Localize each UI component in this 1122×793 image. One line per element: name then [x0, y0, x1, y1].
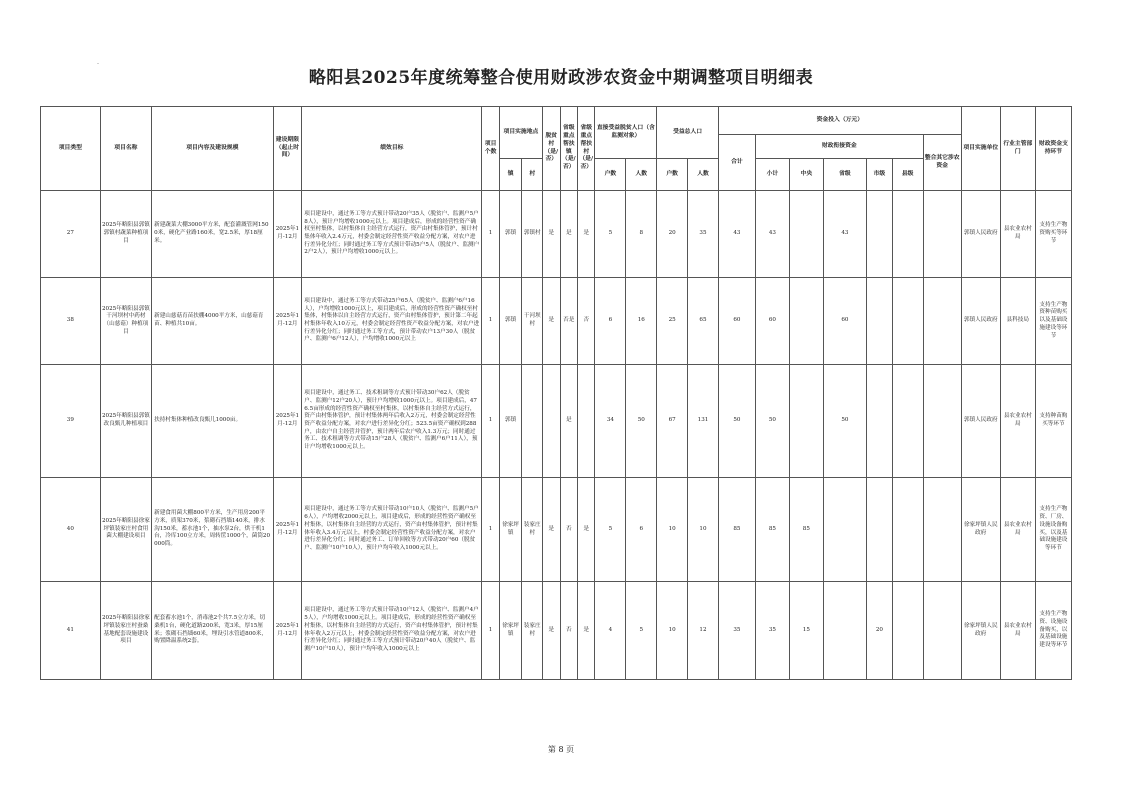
- cell-town: 徐家坪镇: [499, 582, 522, 680]
- cell-total-persons: 131: [688, 365, 719, 478]
- cell-poverty-village: 是: [543, 278, 560, 365]
- cell-link: 支持生产物资种苗购买以及基础设施建设等环节: [1035, 278, 1071, 365]
- cell-link: 支持生产物资购买等环节: [1035, 191, 1071, 278]
- cell-content: 新建蔬菜大棚3000平方米，配套灌溉管网1500米，硬化产业路160米，宽2.5米，厚18厘米。: [152, 191, 273, 278]
- cell-town: 徐家坪镇: [499, 478, 522, 582]
- cell-total: 85: [718, 478, 755, 582]
- cell-count: 1: [482, 191, 499, 278]
- header-key-town: 省级重点帮扶镇（是/否）: [560, 107, 577, 191]
- cell-other: [923, 365, 961, 478]
- cell-key-village: [578, 365, 595, 478]
- cell-total-households: 10: [657, 478, 688, 582]
- cell-direct-persons: 50: [626, 365, 657, 478]
- cell-target: 项目建设中，通过务工、技术租调等方式预计带动30户62人（脱贫户、监测户12户20人），预计户均增收1000元以上。项目建成后，476.5亩形成的经营性资产确权至村集体，以村集体自主经营方式运行，资产由村集体管护，预计村集体两年后收入2万元，村委会制定经营性资产收益分配方案，对农户进行差异化分红；523.5亩资产确权到288户，由农户自主经营并管护，预计两年后农户收入1.3万元；同时通过务工、技术租调等方式带动15户28人（脱贫户、监测户6户11人），预计户均增收1000元以上。: [302, 365, 482, 478]
- cell-key-town: 否是: [560, 278, 577, 365]
- cell-content: 扶持村集体种植改良甄儿1000亩。: [152, 365, 273, 478]
- cell-town: 郭镇: [499, 191, 522, 278]
- header-location: 项目实施地点: [499, 107, 542, 159]
- header-total-persons: 人数: [688, 159, 719, 191]
- cell-other: [923, 478, 961, 582]
- cell-target: 项目建设中，通过务工等方式预计带动10户12人（脱贫户、监测户4户5人），户均增收1000元以上。项目建成后，形成的经营性资产确权至村集体，以村集体自主经营的方式运行，资产由村集体管护，预计村集体年收入2万元以上，村委会制定经营性资产收益分配方案，对农户进行差异化分红；同时通过务工等方式预计带动20户40人（脱贫户、监测户10户10人），预计户均年收入1000元以上: [302, 582, 482, 680]
- header-town: 镇: [499, 159, 522, 191]
- cell-direct-persons: 6: [626, 478, 657, 582]
- cell-direct-households: 5: [595, 478, 626, 582]
- cell-key-town: 是: [560, 365, 577, 478]
- cell-other: [923, 191, 961, 278]
- header-total-beneficiary: 受益总人口: [657, 107, 719, 159]
- cell-total-households: 25: [657, 278, 688, 365]
- cell-total-households: 10: [657, 582, 688, 680]
- cell-key-village: 是: [578, 191, 595, 278]
- header-village: 村: [522, 159, 543, 191]
- cell-poverty-village: [543, 365, 560, 478]
- cell-unit: 徐家坪镇人民政府: [961, 478, 1000, 582]
- cell-county: [892, 478, 923, 582]
- cell-total: 43: [718, 191, 755, 278]
- cell-provincial: [823, 582, 866, 680]
- cell-link: 支持生产物资、设施设备购买，以及基础设施建设等环节: [1035, 582, 1071, 680]
- cell-total-persons: 10: [688, 478, 719, 582]
- cell-link: 支持种苗购买等环节: [1035, 365, 1071, 478]
- cell-total-persons: 35: [688, 191, 719, 278]
- cell-period: 2025年1月-12月: [273, 478, 302, 582]
- header-name: 项目名称: [100, 107, 151, 191]
- cell-dept: 县农业农村局: [1000, 191, 1035, 278]
- cell-provincial: 50: [823, 365, 866, 478]
- cell-name: 2025年略阳县郭镇干河坝村中药材（山慈菇）种植项目: [100, 278, 151, 365]
- cell-provincial: [823, 478, 866, 582]
- cell-village: 装家庄村: [522, 582, 543, 680]
- cell-type: 40: [41, 478, 101, 582]
- cell-content: 新建山慈菇育苗扶棚4000平方米，山慈菇育苗、种植共10亩。: [152, 278, 273, 365]
- header-total: 合计: [718, 135, 755, 191]
- cell-county: [892, 191, 923, 278]
- header-funding: 资金投入（万元）: [718, 107, 961, 135]
- cell-dept: 县科技局: [1000, 278, 1035, 365]
- cell-dept: 县农业农村局: [1000, 365, 1035, 478]
- cell-count: 1: [482, 278, 499, 365]
- cell-other: [923, 582, 961, 680]
- header-period: 建设期限（起止时间）: [273, 107, 302, 191]
- cell-city: [867, 365, 893, 478]
- table-row: [41, 278, 1072, 365]
- cell-total-persons: 12: [688, 582, 719, 680]
- cell-total: 60: [718, 278, 755, 365]
- cell-subtotal: 50: [755, 365, 789, 478]
- cell-subtotal: 60: [755, 278, 789, 365]
- header-city: 市级: [867, 159, 893, 191]
- cell-central: [789, 365, 823, 478]
- cell-provincial: 43: [823, 191, 866, 278]
- cell-village: 郭镇村: [522, 191, 543, 278]
- table-row: [41, 582, 1072, 680]
- cell-link: 支持生产物资、厂房、设施设备购买，以及基础设施建设等环节: [1035, 478, 1071, 582]
- header-fiscal: 财政衔接资金: [755, 135, 923, 159]
- cell-direct-households: 6: [595, 278, 626, 365]
- cell-county: [892, 365, 923, 478]
- cell-total-persons: 65: [688, 278, 719, 365]
- cell-central: [789, 278, 823, 365]
- cell-count: 1: [482, 478, 499, 582]
- cell-count: 1: [482, 582, 499, 680]
- header-subtotal: 小计: [755, 159, 789, 191]
- cell-key-village: 是: [578, 582, 595, 680]
- cell-key-village: 是: [578, 478, 595, 582]
- cell-direct-households: 34: [595, 365, 626, 478]
- cell-key-town: 否: [560, 478, 577, 582]
- table-row: [41, 365, 1072, 478]
- cell-type: 39: [41, 365, 101, 478]
- cell-direct-persons: 8: [626, 191, 657, 278]
- cell-period: 2025年1月-12月: [273, 582, 302, 680]
- header-other: 整合其它涉农资金: [923, 135, 961, 191]
- cell-name: 2025年略阳县徐家坪镇装家庄村食用菌大棚建设项目: [100, 478, 151, 582]
- cell-village: 装家庄村: [522, 478, 543, 582]
- page-number: 第 8 页: [547, 745, 575, 754]
- header-link: 财政资金支持环节: [1035, 107, 1071, 191]
- cell-subtotal: 43: [755, 191, 789, 278]
- cell-target: 项目建设中，通过务工等方式预计带动10户10人（脱贫户、监测户5户6人），户均增收2000元以上，项目建成后，形成的经营性资产确权至村集体，以村集体自主经营的方式运行，资产由村集体管护，预计村集体年收入3.4万元以上，村委会制定经营性资产收益分配方案，对农户进行差异化分红；同时通过务工、订单回收等方式带动20户60（脱贫户、监测户10户10人），预计户均年收入1000元以上。: [302, 478, 482, 582]
- cell-city: 20: [867, 582, 893, 680]
- cell-dept: 县农业农村局: [1000, 478, 1035, 582]
- header-direct-households: 户数: [595, 159, 626, 191]
- cell-name: 2025年略阳县郭镇改良甄儿种植项目: [100, 365, 151, 478]
- cell-poverty-village: 是: [543, 191, 560, 278]
- header-poverty-village: 脱贫村（是/否）: [543, 107, 560, 191]
- header-key-village: 省级重点帮扶村（是/否）: [578, 107, 595, 191]
- page-title: 略阳县2025年度统筹整合使用财政涉农资金中期调整项目明细表: [308, 68, 814, 88]
- cell-village: [522, 365, 543, 478]
- cell-direct-persons: 16: [626, 278, 657, 365]
- cell-county: [892, 582, 923, 680]
- cell-subtotal: 35: [755, 582, 789, 680]
- cell-period: 2025年1月-12月: [273, 365, 302, 478]
- project-table: [40, 106, 1072, 680]
- cell-total: 35: [718, 582, 755, 680]
- cell-unit: 郭镇人民政府: [961, 365, 1000, 478]
- header-target: 绩效目标: [302, 107, 482, 191]
- cell-direct-persons: 5: [626, 582, 657, 680]
- header-content: 项目内容及建设规模: [152, 107, 273, 191]
- cell-total: 50: [718, 365, 755, 478]
- cell-total-households: 20: [657, 191, 688, 278]
- cell-village: 干河坝村: [522, 278, 543, 365]
- table-row: [41, 478, 1072, 582]
- cell-dept: 县农业农村局: [1000, 582, 1035, 680]
- cell-target: 项目建设中，通过务工等方式带动25户65人（脱贫户、监测户6户16人），户均增收1000元以上，项目建成后，形成的经营性资产确权至村集体，村集体以自主经营方式运行，资产由村集体管护，预计第二年起村集体年收入10万元，村委会制定经营性资产收益分配方案，对农户进行差异化分红；同时通过务工等方式，预计带动农户13户30人（脱贫户、监测户6户12人），户均增收1000元以上: [302, 278, 482, 365]
- cell-period: 2025年1月-12月: [273, 191, 302, 278]
- cell-town: 郭镇: [499, 365, 522, 478]
- cell-central: [789, 191, 823, 278]
- cell-unit: 徐家坪镇人民政府: [961, 582, 1000, 680]
- cell-content: 配套蓄水池1个，消毒池2个共7.5立方米，切桑机1台，硬化道路200米，宽3米，厚15厘米；浆砌石挡墙60米，埋设引水管道800米，购置降温系统2套。: [152, 582, 273, 680]
- cell-unit: 郭镇人民政府: [961, 278, 1000, 365]
- header-count: 项目个数: [482, 107, 499, 191]
- cell-period: 2025年1月-12月: [273, 278, 302, 365]
- cell-key-town: 是: [560, 191, 577, 278]
- cell-central: 85: [789, 478, 823, 582]
- cell-key-village: 否: [578, 278, 595, 365]
- header-provincial: 省级: [823, 159, 866, 191]
- header-county: 县级: [892, 159, 923, 191]
- header-direct-persons: 人数: [626, 159, 657, 191]
- cell-unit: 郭镇人民政府: [961, 191, 1000, 278]
- corner-mark: -: [97, 60, 100, 67]
- cell-key-town: 否: [560, 582, 577, 680]
- cell-type: 38: [41, 278, 101, 365]
- cell-subtotal: 85: [755, 478, 789, 582]
- cell-count: 1: [482, 365, 499, 478]
- cell-type: 41: [41, 582, 101, 680]
- cell-name: 2025年略阳县郭镇郭镇村蔬菜种植项目: [100, 191, 151, 278]
- table-row: [41, 191, 1072, 278]
- cell-city: [867, 191, 893, 278]
- cell-central: 15: [789, 582, 823, 680]
- cell-type: 27: [41, 191, 101, 278]
- header-dept: 行业主管部门: [1000, 107, 1035, 191]
- cell-town: 郭镇: [499, 278, 522, 365]
- cell-provincial: 60: [823, 278, 866, 365]
- header-unit: 项目实施单位: [961, 107, 1000, 191]
- cell-direct-households: 5: [595, 191, 626, 278]
- cell-content: 新建食用菌大棚800平方米，生产用房200平方米，质架370米，浆砌石挡墙140米，排水沟150米，蓄水池1个，抽水泵2台，烘干机1台，冷库100立方米，周转筐1000个，菌筒20000筒。: [152, 478, 273, 582]
- header-central: 中央: [789, 159, 823, 191]
- cell-poverty-village: 是: [543, 582, 560, 680]
- cell-target: 项目建设中，通过务工等方式预计带动20户35人（脱贫户、监测户5户8人），预计户均增收1000元以上。项目建成后，形成的经营性资产确权至村集体，以村集体自主经营方式运行，资产由村集体管护，预计村集体年收入2.4万元，村委会制定经营性资产收益分配方案，对农户进行差异化分红；同时通过务工等方式预计带动5户5人（脱贫户、监测户2户2人），预计户均增收1000元以上。: [302, 191, 482, 278]
- header-direct-beneficiary: 直接受益脱贫人口（含监测对象）: [595, 107, 657, 159]
- cell-name: 2025年略阳县徐家坪镇装家庄村蚕桑基地配套设施建设项目: [100, 582, 151, 680]
- header-type: 项目类型: [41, 107, 101, 191]
- cell-other: [923, 278, 961, 365]
- cell-direct-households: 4: [595, 582, 626, 680]
- cell-county: [892, 278, 923, 365]
- cell-city: [867, 478, 893, 582]
- cell-poverty-village: 是: [543, 478, 560, 582]
- cell-total-households: 67: [657, 365, 688, 478]
- cell-city: [867, 278, 893, 365]
- header-total-households: 户数: [657, 159, 688, 191]
